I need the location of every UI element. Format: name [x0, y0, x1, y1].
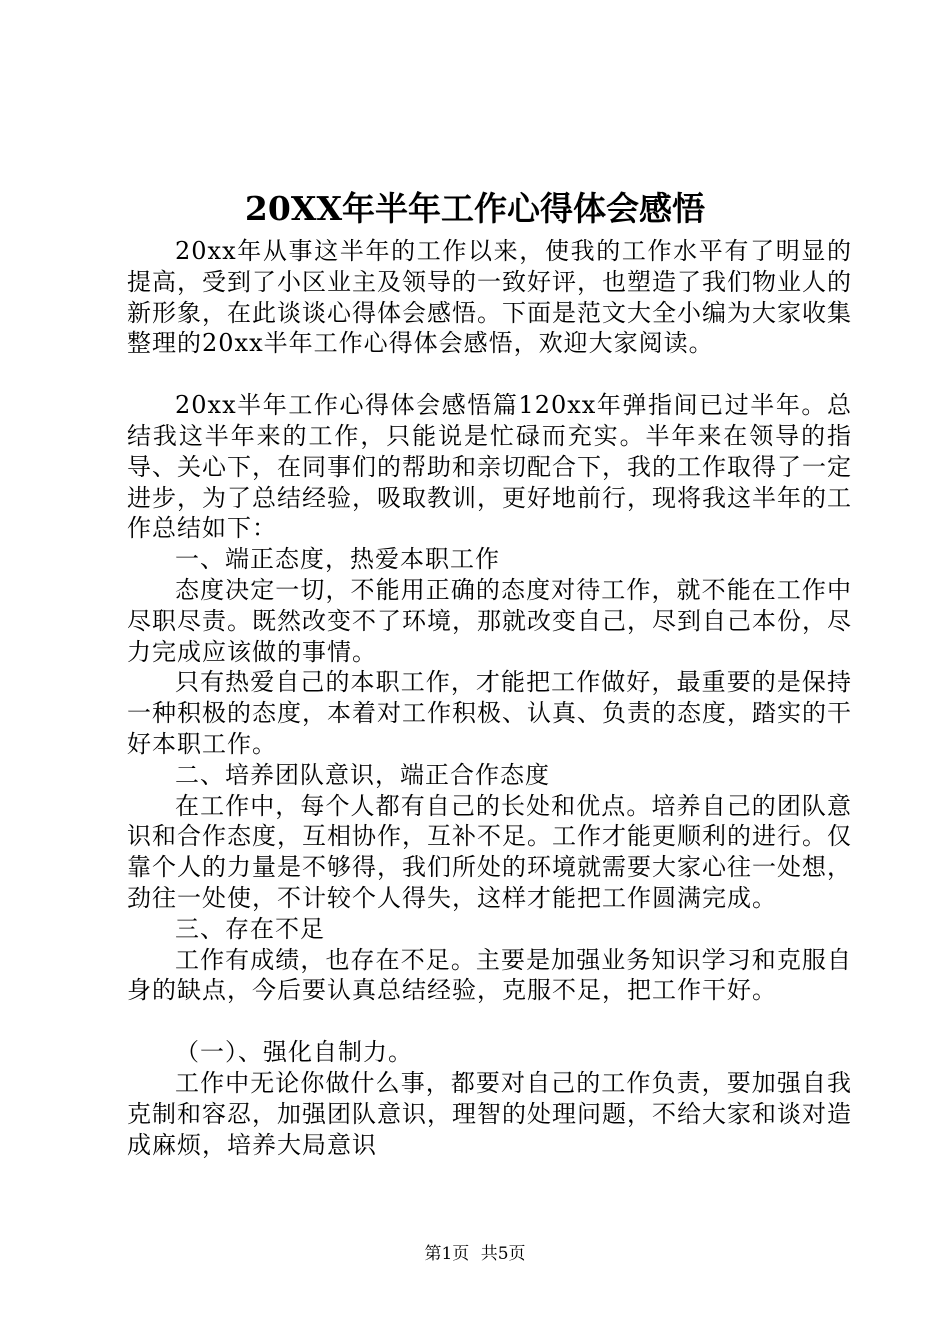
page-number-total: 共5页	[480, 1244, 526, 1264]
section-heading-1: 一、端正态度，热爱本职工作	[175, 545, 500, 574]
subsection-heading-1: （一）、强化自制力。	[175, 1038, 413, 1067]
paragraph-shortcomings: 工作有成绩，也存在不足。主要是加强业务知识学习和克服自身的缺点，今后要认真总结经验，克服不足，把工作干好。	[127, 945, 852, 1005]
paragraph-self-control: 工作中无论你做什么事，都要对自己的工作负责，要加强自我克制和容忍，加强团队意识，理智的处理问题，不给大家和谈对造成麻烦，培养大局意识	[127, 1068, 852, 1159]
page-footer	[0, 1243, 950, 1265]
paragraph-article-start: 20xx半年工作心得体会感悟篇120xx年弹指间已过半年。总结我这半年来的工作，只能说是忙碌而充实。半年来在领导的指导、关心下，在同事们的帮助和亲切配合下，我的工作取得了一定进步，为了总结经验，吸取教训，更好地前行，现将我这半年的工作总结如下：	[127, 391, 852, 543]
paragraph-intro: 20xx年从事这半年的工作以来，使我的工作水平有了明显的提高，受到了小区业主及领导的一致好评，也塑造了我们物业人的新形象，在此谈谈心得体会感悟。下面是范文大全小编为大家收集整理的20xx半年工作心得体会感悟，欢迎大家阅读。	[127, 237, 852, 358]
paragraph-attitude: 态度决定一切，不能用正确的态度对待工作，就不能在工作中尽职尽责。既然改变不了环境，那就改变自己，尽到自己本份，尽力完成应该做的事情。	[127, 575, 852, 666]
paragraph-love-work: 只有热爱自己的本职工作，才能把工作做好，最重要的是保持一种积极的态度，本着对工作积极、认真、负责的态度，踏实的干好本职工作。	[127, 668, 852, 758]
paragraph-teamwork: 在工作中，每个人都有自己的长处和优点。培养自己的团队意识和合作态度，互相协作，互补不足。工作才能更顺利的进行。仅靠个人的力量是不够得，我们所处的环境就需要大家心往一处想，劲往一处使，不计较个人得失，这样才能把工作圆满完成。	[127, 791, 852, 912]
document-title: 20XX年半年工作心得体会感悟	[244, 189, 706, 228]
paragraph-gap	[127, 359, 852, 390]
paragraph-gap	[127, 1006, 852, 1037]
page-number-current: 第1页	[424, 1244, 470, 1264]
section-heading-2: 二、培养团队意识，端正合作态度	[175, 760, 550, 789]
document-body	[127, 236, 852, 1160]
section-heading-3: 三、存在不足	[175, 914, 325, 943]
